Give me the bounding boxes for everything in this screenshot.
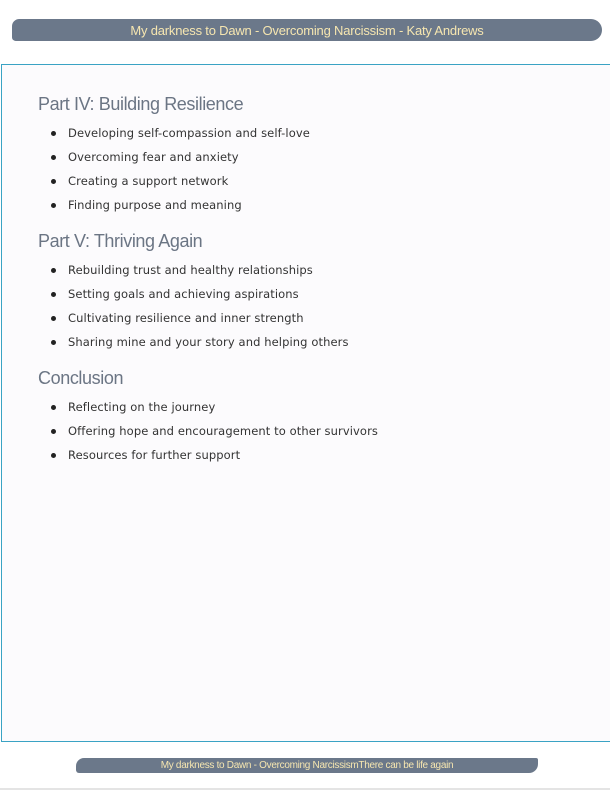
list-item-text: Cultivating resilience and inner strength xyxy=(68,311,304,325)
section-heading: Conclusion xyxy=(38,368,124,388)
bullet-icon xyxy=(51,405,56,410)
bullet-icon xyxy=(51,131,56,136)
bullet-icon xyxy=(51,155,56,160)
section-conclusion xyxy=(38,366,598,467)
list-item-text: Developing self-compassion and self-love xyxy=(68,126,310,140)
bullet-list xyxy=(38,395,598,467)
list-item xyxy=(68,169,598,193)
bullet-icon xyxy=(51,268,56,273)
bullet-icon xyxy=(51,292,56,297)
bullet-icon xyxy=(51,316,56,321)
list-item-text: Setting goals and achieving aspirations xyxy=(68,287,299,301)
section-part-v xyxy=(38,229,598,354)
list-item-text: Overcoming fear and anxiety xyxy=(68,150,239,164)
bullet-list xyxy=(38,258,598,354)
bullet-icon xyxy=(51,203,56,208)
footer-banner xyxy=(76,758,538,773)
header-title: My darkness to Dawn - Overcoming Narcissism - Katy Andrews xyxy=(130,22,484,38)
list-item xyxy=(68,306,598,330)
list-item-text: Finding purpose and meaning xyxy=(68,198,242,212)
section-part-iv xyxy=(38,92,598,217)
list-item-text: Reflecting on the journey xyxy=(68,400,216,414)
list-item-text: Creating a support network xyxy=(68,174,229,188)
document-content xyxy=(38,92,598,479)
bullet-icon xyxy=(51,453,56,458)
bullet-icon xyxy=(51,179,56,184)
section-heading: Part V: Thriving Again xyxy=(38,231,203,251)
footer-text: My darkness to Dawn - Overcoming NarcissismThere can be life again xyxy=(160,760,454,771)
list-item-text: Resources for further support xyxy=(68,448,241,462)
list-item-text: Rebuilding trust and healthy relationships xyxy=(68,263,313,277)
list-item xyxy=(68,419,598,443)
list-item xyxy=(68,258,598,282)
list-item xyxy=(68,121,598,145)
bullet-icon xyxy=(51,340,56,345)
list-item xyxy=(68,282,598,306)
list-item-text: Sharing mine and your story and helping others xyxy=(68,335,349,349)
bullet-list xyxy=(38,121,598,217)
list-item xyxy=(68,443,598,467)
list-item xyxy=(68,395,598,419)
list-item xyxy=(68,193,598,217)
list-item-text: Offering hope and encouragement to other survivors xyxy=(68,424,378,438)
list-item xyxy=(68,145,598,169)
header-banner xyxy=(12,19,602,41)
list-item xyxy=(68,330,598,354)
bullet-icon xyxy=(51,429,56,434)
section-heading: Part IV: Building Resilience xyxy=(38,94,244,114)
